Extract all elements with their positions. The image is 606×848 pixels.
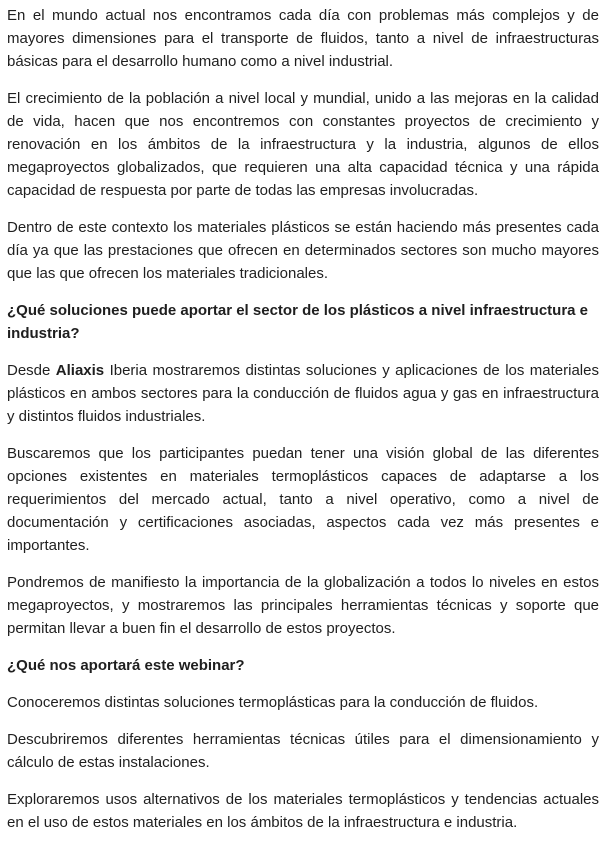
webinar-point-tools: Descubriremos diferentes herramientas técnicas útiles para el dimensionamiento y cálculo de estas instalaciones.	[7, 731, 599, 771]
webinar-point-solutions: Conoceremos distintas soluciones termoplásticas para la conducción de fluidos.	[7, 694, 539, 711]
aliaxis-paragraph	[7, 359, 599, 428]
aliaxis-brand: Aliaxis	[55, 362, 105, 379]
aliaxis-paragraph-suffix: Iberia mostraremos distintas soluciones y aplicaciones de los materiales plásticos en ambos sectores para la conducción de fluidos agua y gas en infraestructura y distintos fluidos industriales.	[7, 362, 599, 425]
globalization-paragraph: Pondremos de manifiesto la importancia de la globalización a todos lo niveles en estos megaproyectos, y mostraremos las principales herramientas técnicas y soporte que permitan llevar a buen fin el desarrollo de estos proyectos.	[7, 574, 599, 637]
aliaxis-paragraph-prefix: Desde	[7, 362, 56, 379]
participants-paragraph: Buscaremos que los participantes puedan tener una visión global de las diferentes opciones existentes en materiales termoplásticos capaces de adaptarse a los requerimientos del mercado actual, tanto a nivel operativo, como a nivel de documentación y certificaciones asociadas, aspectos cada vez más presentes e importantes.	[7, 445, 599, 554]
context-paragraph: Dentro de este contexto los materiales plásticos se están haciendo más presentes cada día ya que las prestaciones que ofrecen en determinados sectores son mucho mayores que las que ofrecen los materiales tradicionales.	[7, 219, 599, 282]
webinar-heading: ¿Qué nos aportará este webinar?	[7, 657, 245, 674]
solutions-heading: ¿Qué soluciones puede aportar el sector de los plásticos a nivel infraestructura e industria?	[7, 302, 589, 342]
intro-paragraph: En el mundo actual nos encontramos cada día con problemas más complejos y de mayores dimensiones para el transporte de fluidos, tanto a nivel de infraestructuras básicas para el desarrollo humano como a nivel industrial.	[7, 7, 599, 70]
growth-paragraph: El crecimiento de la población a nivel local y mundial, unido a las mejoras en la calidad de vida, hacen que nos encontremos con constantes proyectos de crecimiento y renovación en los ámbitos de la infraestructura y la industria, algunos de ellos megaproyectos globalizados, que requieren una alta capacidad técnica y una rápida capacidad de respuesta por parte de todas las empresas involucradas.	[7, 90, 599, 199]
webinar-point-trends: Exploraremos usos alternativos de los materiales termoplásticos y tendencias actuales en el uso de estos materiales en los ámbitos de la infraestructura e industria.	[7, 791, 599, 831]
